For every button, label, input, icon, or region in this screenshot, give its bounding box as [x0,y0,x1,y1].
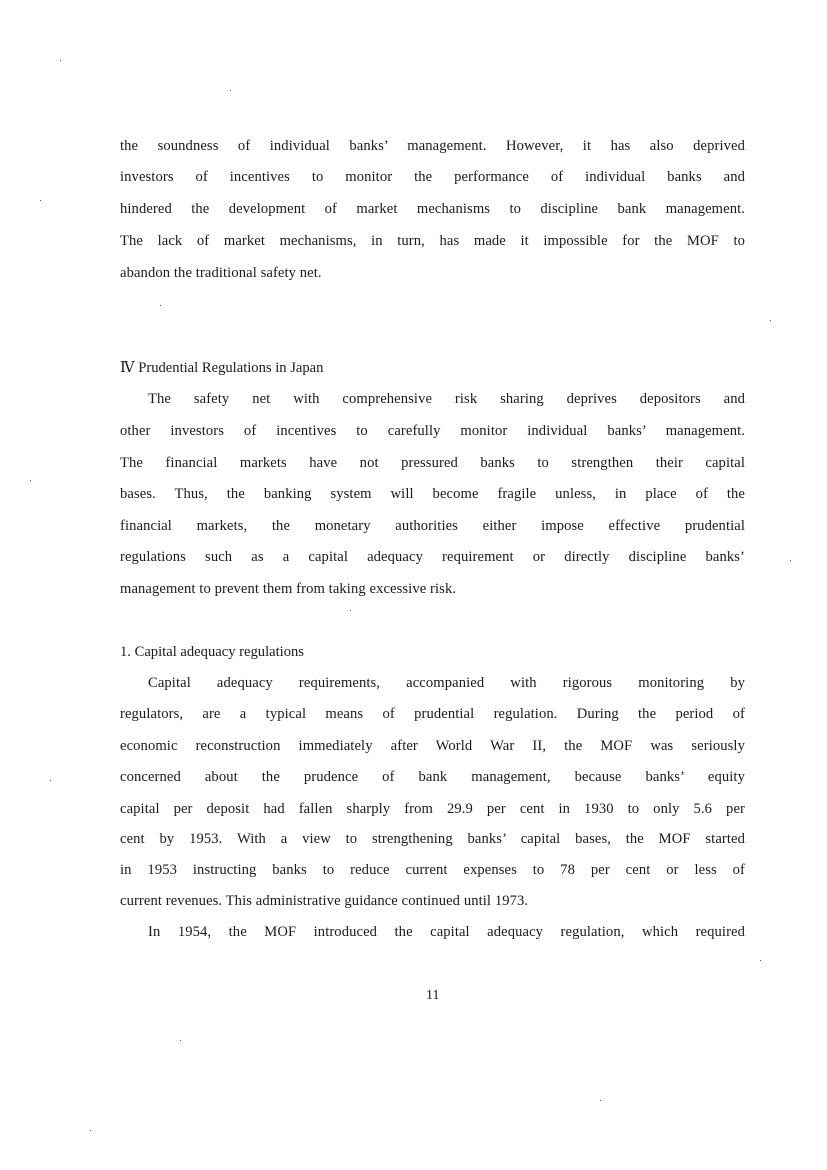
body-text-line: management to prevent them from taking excessive risk. [120,581,457,597]
scan-speck [180,1040,181,1041]
body-text-line: in 1953 instructing banks to reduce current expenses to 78 per cent or less of [120,862,745,878]
body-text-line: economic reconstruction immediately after World War II, the MOF was seriously [120,738,745,754]
scan-speck [350,610,351,611]
body-text-line: regulations such as a capital adequacy requirement or directly discipline banks’ [120,549,745,565]
scan-speck [30,480,31,481]
subsection-heading: 1. Capital adequacy regulations [120,644,304,660]
scan-speck [230,90,231,91]
body-text-line: other investors of incentives to carefully monitor individual banks’ management. [120,423,745,439]
body-text-line: abandon the traditional safety net. [120,265,322,281]
body-text-line: financial markets, the monetary authorities either impose effective prudential [120,518,745,534]
body-text-line: capital per deposit had fallen sharply from 29.9 per cent in 1930 to only 5.6 per [120,801,745,817]
body-text-line: hindered the development of market mechanisms to discipline bank management. [120,201,745,217]
body-text-line: regulators, are a typical means of prudential regulation. During the period of [120,706,745,722]
body-text-line: In 1954, the MOF introduced the capital adequacy regulation, which required [148,924,745,940]
scan-speck [90,1130,91,1131]
scan-speck [790,560,791,561]
scan-speck [600,1100,601,1101]
body-text-line: The financial markets have not pressured banks to strengthen their capital [120,455,745,471]
scan-speck [160,305,161,306]
scan-speck [60,60,61,61]
scan-speck [760,960,761,961]
page-number: 11 [426,988,440,1003]
body-text-line: bases. Thus, the banking system will become fragile unless, in place of the [120,486,745,502]
scan-speck [50,780,51,781]
body-text-line: The safety net with comprehensive risk sharing deprives depositors and [148,391,745,407]
section-heading: Ⅳ Prudential Regulations in Japan [120,360,324,376]
body-text-line: cent by 1953. With a view to strengthening banks’ capital bases, the MOF started [120,831,745,847]
body-text-line: current revenues. This administrative guidance continued until 1973. [120,893,529,909]
scan-speck [40,200,41,201]
scan-speck [770,320,771,321]
body-text-line: investors of incentives to monitor the performance of individual banks and [120,169,745,185]
body-text-line: The lack of market mechanisms, in turn, has made it impossible for the MOF to [120,233,745,249]
body-text-line: the soundness of individual banks’ management. However, it has also deprived [120,138,745,154]
body-text-line: Capital adequacy requirements, accompanied with rigorous monitoring by [148,675,745,691]
body-text-line: concerned about the prudence of bank management, because banks’ equity [120,769,745,785]
